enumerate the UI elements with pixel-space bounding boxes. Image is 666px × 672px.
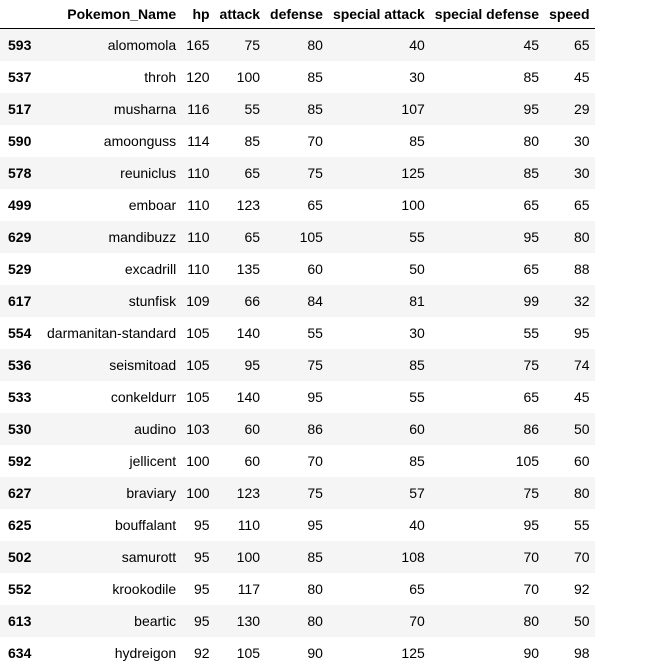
- stat-cell: 117: [237, 581, 261, 597]
- stat-cell: 60: [573, 453, 590, 469]
- stat-cell: 29: [573, 101, 590, 117]
- stat-cell: 70: [573, 549, 590, 565]
- stat-cell: 55: [409, 389, 425, 405]
- table-row: [0, 477, 595, 509]
- stat-cell: 84: [307, 293, 323, 309]
- stat-cell: 80: [307, 37, 323, 53]
- stat-cell: 55: [409, 229, 425, 245]
- row-index: 617: [8, 293, 32, 309]
- pokemon-name-cell: bouffalant: [114, 517, 177, 533]
- stat-cell: 116: [187, 101, 210, 117]
- stat-cell: 70: [523, 581, 540, 597]
- row-index: 634: [8, 645, 32, 661]
- stat-cell: 70: [523, 549, 540, 565]
- stat-cell: 98: [573, 645, 590, 661]
- stat-cell: 85: [307, 69, 323, 85]
- stat-cell: 65: [307, 197, 323, 213]
- stat-cell: 107: [401, 101, 425, 117]
- pokemon-name-cell: darmanitan-standard: [47, 325, 177, 341]
- stat-cell: 95: [307, 389, 323, 405]
- table-row: [0, 413, 595, 445]
- table-header: [0, 0, 595, 29]
- stat-cell: 80: [523, 133, 540, 149]
- stat-cell: 85: [409, 357, 425, 373]
- stat-cell: 50: [573, 421, 590, 437]
- stat-cell: 80: [307, 581, 323, 597]
- stat-cell: 60: [409, 421, 425, 437]
- stat-cell: 95: [193, 581, 210, 597]
- table-row: [0, 189, 595, 221]
- table-row: [0, 637, 595, 669]
- row-index: 593: [8, 37, 32, 53]
- stat-cell: 50: [573, 613, 590, 629]
- stat-cell: 40: [409, 517, 425, 533]
- stat-cell: 105: [515, 453, 540, 469]
- row-index: 530: [8, 421, 32, 437]
- stat-cell: 100: [186, 485, 210, 501]
- stat-cell: 114: [187, 133, 210, 149]
- stat-cell: 80: [573, 485, 590, 501]
- table-row: [0, 381, 595, 413]
- row-index: 613: [8, 613, 32, 629]
- stat-cell: 110: [187, 261, 210, 277]
- stat-cell: 100: [236, 549, 261, 565]
- stat-cell: 95: [307, 517, 323, 533]
- stat-cell: 85: [244, 133, 261, 149]
- stat-cell: 80: [523, 613, 540, 629]
- column-header: hp: [181, 0, 214, 29]
- stat-cell: 75: [244, 37, 261, 53]
- table-row: [0, 573, 595, 605]
- stat-cell: 60: [244, 453, 261, 469]
- stat-cell: 70: [307, 453, 323, 469]
- stat-cell: 75: [307, 485, 323, 501]
- pokemon-name-cell: seismitoad: [109, 357, 177, 373]
- column-header: special attack: [328, 0, 430, 29]
- stat-cell: 92: [193, 645, 210, 661]
- table-row: [0, 445, 595, 477]
- stat-cell: 90: [523, 645, 540, 661]
- stat-cell: 55: [307, 325, 323, 341]
- stat-cell: 70: [307, 133, 323, 149]
- stat-cell: 85: [409, 453, 425, 469]
- pokemon-name-cell: conkeldurr: [110, 389, 177, 405]
- row-index: 533: [8, 389, 32, 405]
- pokemon-name-cell: alomomola: [107, 37, 177, 53]
- stat-cell: 66: [244, 293, 261, 309]
- stat-cell: 75: [307, 357, 323, 373]
- stat-cell: 80: [573, 229, 590, 245]
- stat-cell: 30: [409, 69, 425, 85]
- stat-cell: 86: [523, 421, 540, 437]
- stat-cell: 86: [307, 421, 323, 437]
- stat-cell: 110: [187, 229, 210, 245]
- stat-cell: 60: [307, 261, 323, 277]
- pokemon-name-cell: braviary: [126, 485, 177, 501]
- column-header: attack: [215, 0, 265, 29]
- table-row: [0, 221, 595, 253]
- stat-cell: 50: [409, 261, 425, 277]
- stat-cell: 123: [236, 485, 261, 501]
- stat-cell: 75: [523, 357, 540, 373]
- stat-cell: 65: [523, 197, 540, 213]
- stat-cell: 57: [409, 485, 425, 501]
- pokemon-name-cell: reuniclus: [120, 165, 177, 181]
- index-column-header: [0, 0, 42, 29]
- pokemon-name-cell: stunfisk: [128, 293, 177, 309]
- stat-cell: 95: [193, 517, 210, 533]
- stat-cell: 100: [236, 69, 261, 85]
- table-row: [0, 93, 595, 125]
- stat-cell: 109: [186, 293, 210, 309]
- stat-cell: 108: [401, 549, 425, 565]
- stat-cell: 85: [307, 101, 323, 117]
- pokemon-name-cell: throh: [144, 69, 177, 85]
- stat-cell: 65: [409, 581, 425, 597]
- stat-cell: 80: [307, 613, 323, 629]
- stat-cell: 85: [307, 549, 323, 565]
- pokemon-name-cell: amoonguss: [103, 133, 177, 149]
- stat-cell: 103: [186, 421, 210, 437]
- stat-cell: 105: [186, 357, 210, 373]
- table-row: [0, 541, 595, 573]
- stat-cell: 45: [573, 389, 590, 405]
- pokemon-name-cell: krookodile: [112, 581, 177, 597]
- row-index: 502: [8, 549, 32, 565]
- stat-cell: 40: [409, 37, 425, 53]
- stat-cell: 65: [244, 229, 261, 245]
- stat-cell: 105: [186, 325, 210, 341]
- pokemon-name-cell: excadrill: [124, 261, 177, 277]
- stat-cell: 92: [573, 581, 590, 597]
- stat-cell: 135: [236, 261, 261, 277]
- row-index: 592: [8, 453, 32, 469]
- stat-cell: 65: [523, 261, 540, 277]
- stat-cell: 65: [573, 197, 590, 213]
- stat-cell: 100: [401, 197, 425, 213]
- stat-cell: 90: [307, 645, 323, 661]
- stat-cell: 85: [523, 69, 540, 85]
- pokemon-name-cell: beartic: [134, 613, 177, 629]
- stat-cell: 85: [409, 133, 425, 149]
- row-index: 629: [8, 229, 32, 245]
- stat-cell: 100: [186, 453, 210, 469]
- stat-cell: 165: [186, 37, 210, 53]
- table-row: [0, 509, 595, 541]
- table-row: [0, 253, 595, 285]
- table-row: [0, 349, 595, 381]
- stat-cell: 65: [573, 37, 590, 53]
- pokemon-name-cell: audino: [134, 421, 177, 437]
- column-header: defense: [265, 0, 328, 29]
- stat-cell: 99: [523, 293, 540, 309]
- stat-cell: 45: [573, 69, 590, 85]
- pokemon-name-cell: musharna: [113, 101, 177, 117]
- stat-cell: 55: [244, 101, 261, 117]
- pokemon-name-cell: jellicent: [129, 453, 177, 469]
- row-index: 552: [8, 581, 32, 597]
- column-header: special defense: [430, 0, 544, 29]
- stat-cell: 85: [523, 165, 540, 181]
- stat-cell: 65: [244, 165, 261, 181]
- table-row: [0, 285, 595, 317]
- row-index: 554: [8, 325, 32, 341]
- stat-cell: 123: [236, 197, 261, 213]
- row-index: 627: [8, 485, 32, 501]
- column-header: speed: [544, 0, 594, 29]
- table-row: [0, 605, 595, 637]
- stat-cell: 74: [573, 357, 590, 373]
- table-row: [0, 29, 595, 62]
- stat-cell: 30: [573, 133, 590, 149]
- stat-cell: 81: [409, 293, 425, 309]
- stat-cell: 88: [573, 261, 590, 277]
- row-index: 578: [8, 165, 32, 181]
- stat-cell: 30: [409, 325, 425, 341]
- stat-cell: 105: [186, 389, 210, 405]
- table-body: [0, 29, 595, 670]
- row-index: 625: [8, 517, 32, 533]
- header-row: [0, 0, 595, 29]
- stat-cell: 75: [523, 485, 540, 501]
- pokemon-name-cell: hydreigon: [114, 645, 177, 661]
- table-row: [0, 317, 595, 349]
- table-row: [0, 125, 595, 157]
- stat-cell: 140: [236, 389, 261, 405]
- stat-cell: 60: [244, 421, 261, 437]
- stat-cell: 70: [409, 613, 425, 629]
- stat-cell: 95: [523, 101, 540, 117]
- row-index: 590: [8, 133, 32, 149]
- row-index: 537: [8, 69, 32, 85]
- stat-cell: 140: [236, 325, 261, 341]
- stat-cell: 110: [237, 517, 261, 533]
- stat-cell: 125: [401, 165, 425, 181]
- stat-cell: 95: [573, 325, 590, 341]
- stat-cell: 125: [401, 645, 425, 661]
- stat-cell: 55: [523, 325, 540, 341]
- stat-cell: 65: [523, 389, 540, 405]
- stat-cell: 130: [236, 613, 261, 629]
- stat-cell: 75: [307, 165, 323, 181]
- stat-cell: 110: [187, 197, 210, 213]
- row-index: 499: [8, 197, 32, 213]
- stat-cell: 55: [573, 517, 590, 533]
- stat-cell: 45: [523, 37, 540, 53]
- stat-cell: 95: [523, 229, 540, 245]
- column-header: Pokemon_Name: [42, 0, 181, 29]
- stat-cell: 95: [193, 549, 210, 565]
- pokemon-name-cell: samurott: [121, 549, 177, 565]
- stat-cell: 105: [299, 229, 323, 245]
- table-row: [0, 61, 595, 93]
- row-index: 517: [8, 101, 32, 117]
- stat-cell: 95: [193, 613, 210, 629]
- stat-cell: 95: [523, 517, 540, 533]
- row-index: 536: [8, 357, 32, 373]
- stat-cell: 32: [573, 293, 590, 309]
- row-index: 529: [8, 261, 32, 277]
- stat-cell: 120: [186, 69, 210, 85]
- stat-cell: 105: [236, 645, 261, 661]
- stat-cell: 30: [573, 165, 590, 181]
- pokemon-name-cell: emboar: [128, 197, 177, 213]
- stat-cell: 110: [187, 165, 210, 181]
- table-row: [0, 157, 595, 189]
- stat-cell: 95: [244, 357, 261, 373]
- pokemon-name-cell: mandibuzz: [108, 229, 177, 245]
